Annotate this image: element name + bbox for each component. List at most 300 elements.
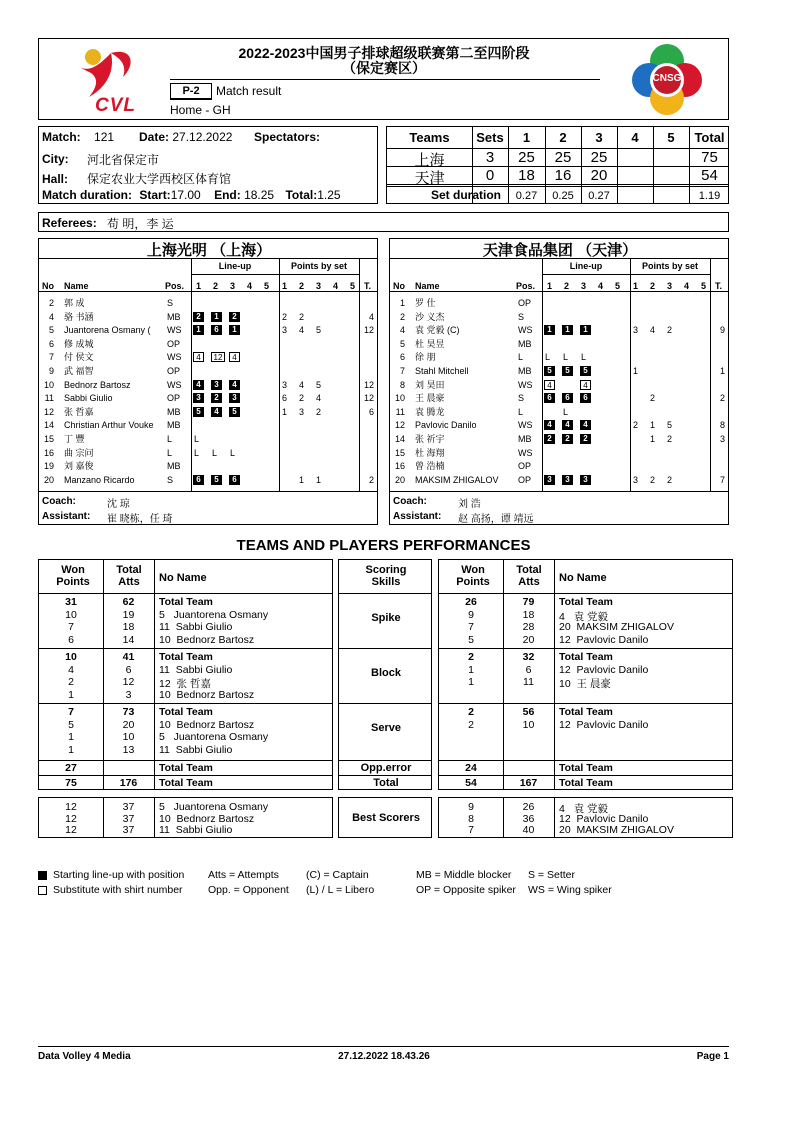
player-position: WS bbox=[518, 447, 533, 458]
player-number: 5 bbox=[48, 325, 54, 336]
home-spike-atts: 18 bbox=[122, 621, 135, 633]
match-date: 27.12.2022 bbox=[172, 130, 233, 144]
legend-ws: WS = Wing spiker bbox=[528, 884, 612, 896]
home-block-atts: 12 bbox=[122, 676, 135, 688]
set-points: 1 bbox=[650, 434, 656, 444]
player-name: 曲 宗问 bbox=[64, 447, 94, 458]
set-points: 1 bbox=[282, 406, 288, 417]
lineup-libero-mark: L bbox=[545, 352, 551, 363]
home-serve-won: 7 bbox=[68, 706, 74, 718]
skill-label-serve: Serve bbox=[371, 722, 401, 734]
total-duration: 1.25 bbox=[317, 188, 341, 202]
coach-label: Coach: bbox=[42, 496, 76, 507]
lineup-start-position: 4 bbox=[580, 420, 591, 430]
lineup-start-position: 1 bbox=[544, 325, 555, 335]
home-spike-atts: 19 bbox=[122, 608, 135, 621]
set-points: 2 bbox=[316, 406, 322, 417]
lineup-start-position: 1 bbox=[229, 325, 240, 335]
player-position: OP bbox=[167, 338, 181, 349]
points-set-3-header: 3 bbox=[316, 281, 322, 291]
home-serve-atts: 20 bbox=[122, 718, 135, 731]
player-total-points: 12 bbox=[363, 379, 374, 390]
points-set-1-header: 1 bbox=[282, 281, 288, 291]
set-duration-value: 0.25 bbox=[552, 190, 574, 202]
player-name: 沙 义杰 bbox=[415, 311, 445, 322]
player-total-points: 4 bbox=[368, 311, 374, 322]
lineup-start-position: 2 bbox=[562, 434, 573, 444]
away-spike-atts: 20 bbox=[522, 633, 535, 646]
player-number: 7 bbox=[399, 366, 405, 376]
assistant-label: Assistant: bbox=[42, 511, 91, 522]
lineup-set-3-header: 3 bbox=[230, 281, 236, 291]
set-points: 4 bbox=[299, 379, 305, 390]
player-name: 郭 成 bbox=[64, 298, 85, 308]
set-points: 2 bbox=[667, 434, 673, 444]
away-block-atts: 6 bbox=[525, 663, 532, 676]
best-scorers-label-box bbox=[338, 797, 432, 838]
end-time: 18.25 bbox=[244, 188, 275, 202]
away-no-name-header: No Name bbox=[559, 572, 607, 584]
away-spike-player: 4 袁 党毅 bbox=[559, 610, 609, 623]
lineup-libero-mark: L bbox=[194, 447, 200, 458]
player-position: WS bbox=[167, 352, 182, 363]
home-serve-won: 1 bbox=[68, 731, 74, 743]
lineup-libero-mark: L bbox=[212, 447, 218, 458]
away-spike-won: 9 bbox=[468, 608, 474, 621]
hall-value: 保定农业大学西校区体育馆 bbox=[87, 172, 232, 186]
away-best-scorer-won: 9 bbox=[468, 801, 474, 813]
away-spike-player: 20 MAKSIM ZHIGALOV bbox=[559, 621, 674, 633]
score-s2-cell: 25 bbox=[554, 149, 572, 166]
player-position: L bbox=[167, 447, 173, 458]
lineup-start-position: 2 bbox=[544, 434, 555, 444]
footer-left: Data Volley 4 Media bbox=[38, 1051, 131, 1062]
legend-mb: MB = Middle blocker bbox=[416, 869, 512, 881]
player-number: 11 bbox=[395, 406, 405, 417]
lineup-start-position: 1 bbox=[211, 312, 222, 322]
coach-label: Coach: bbox=[393, 496, 427, 507]
name-header: Name bbox=[415, 281, 440, 291]
away-serve-atts: 10 bbox=[522, 718, 535, 731]
set-points: 3 bbox=[633, 474, 639, 485]
score-total-cell: 54 bbox=[701, 167, 718, 184]
player-name: 杜 昊昱 bbox=[415, 338, 445, 349]
home-no-name-header: No Name bbox=[159, 572, 207, 584]
player-position: WS bbox=[518, 325, 533, 336]
player-name: 罗 仕 bbox=[415, 298, 436, 308]
player-total-points: 12 bbox=[363, 325, 374, 336]
lineup-start-position: 2 bbox=[580, 434, 591, 444]
start-label: Start: bbox=[139, 188, 171, 202]
player-total-points: 12 bbox=[363, 393, 374, 404]
points-set-3-header: 3 bbox=[667, 281, 673, 291]
player-position: MB bbox=[167, 420, 181, 431]
player-position: MB bbox=[167, 461, 181, 472]
report-name: Match result bbox=[216, 84, 282, 98]
page-title-line2: （保定赛区） bbox=[342, 60, 426, 76]
player-number: 6 bbox=[399, 352, 405, 363]
player-number: 7 bbox=[48, 352, 54, 363]
points-set-4-header: 4 bbox=[333, 281, 339, 291]
legend bbox=[38, 869, 729, 899]
player-name: Pavlovic Danilo bbox=[415, 420, 477, 431]
set-points: 2 bbox=[299, 393, 305, 404]
player-position: OP bbox=[518, 298, 532, 308]
player-position: MB bbox=[518, 434, 532, 444]
away-serve-player: 12 Pavlovic Danilo bbox=[559, 718, 649, 731]
score-s1-cell: 25 bbox=[518, 149, 535, 166]
player-name: 武 福智 bbox=[64, 366, 94, 376]
player-number: 14 bbox=[43, 420, 54, 431]
player-position: S bbox=[518, 393, 525, 404]
player-number: 12 bbox=[43, 406, 54, 417]
lineup-set-4-header: 4 bbox=[247, 281, 253, 291]
legend-atts: Atts = Attempts bbox=[208, 869, 279, 881]
set-duration-label: Set duration bbox=[431, 188, 502, 202]
lineup-start-position: 6 bbox=[211, 325, 222, 335]
away-best-scorer-won: 7 bbox=[468, 824, 474, 836]
lineup-substitute-number: 12 bbox=[211, 352, 225, 362]
lineup-start-position: 2 bbox=[193, 312, 204, 322]
player-number: 5 bbox=[399, 338, 405, 349]
lineup-start-position: 3 bbox=[229, 393, 240, 403]
player-position: L bbox=[518, 406, 524, 417]
away-best-scorer-name: 20 MAKSIM ZHIGALOV bbox=[559, 824, 674, 836]
player-number: 16 bbox=[43, 447, 54, 458]
score-header-4: 3 bbox=[595, 130, 603, 145]
player-name: Juantorena Osmany ( bbox=[64, 325, 151, 336]
away-block-won: 2 bbox=[468, 651, 474, 663]
lineup-set-1-header: 1 bbox=[196, 281, 202, 291]
score-header-6: 5 bbox=[667, 130, 675, 145]
lineup-start-position: 3 bbox=[562, 475, 573, 485]
lineup-set-4-header: 4 bbox=[598, 281, 604, 291]
lineup-substitute-number: 4 bbox=[229, 352, 240, 362]
match-number: 121 bbox=[94, 130, 115, 144]
score-header-1: Sets bbox=[476, 130, 504, 145]
away-block-player: Total Team bbox=[559, 651, 613, 663]
player-total-points: 9 bbox=[719, 325, 725, 336]
away-best-scorer-name: 12 Pavlovic Danilo bbox=[559, 812, 649, 825]
player-number: 8 bbox=[399, 379, 405, 390]
set-points: 2 bbox=[650, 393, 656, 404]
home-serve-player: 10 Bednorz Bartosz bbox=[159, 718, 255, 731]
home-block-atts: 6 bbox=[125, 663, 132, 676]
home-serve-atts: 13 bbox=[122, 743, 135, 756]
lineup-start-position: 5 bbox=[544, 366, 555, 376]
lineup-start-position: 5 bbox=[193, 407, 204, 417]
player-number: 12 bbox=[394, 420, 405, 431]
player-name: 王 晨豪 bbox=[415, 393, 445, 404]
home-serve-player: 5 Juantorena Osmany bbox=[159, 731, 269, 743]
spectators-label: Spectators: bbox=[254, 130, 321, 144]
player-name: 付 侯文 bbox=[64, 352, 94, 363]
score-s2-cell: 16 bbox=[554, 167, 572, 184]
lineup-libero-mark: L bbox=[581, 352, 587, 363]
legend-opp: Opp. = Opponent bbox=[208, 884, 289, 896]
lineup-start-position: 6 bbox=[580, 393, 591, 403]
score-s3-cell: 25 bbox=[590, 149, 608, 166]
player-name: MAKSIM ZHIGALOV bbox=[415, 474, 499, 485]
away-spike-atts: 18 bbox=[522, 608, 535, 621]
home-serve-atts: 73 bbox=[122, 706, 135, 718]
no-header: No bbox=[42, 281, 54, 291]
player-position: S bbox=[167, 298, 174, 308]
away-opp-error-won: 24 bbox=[465, 762, 477, 774]
player-position: WS bbox=[518, 379, 533, 390]
player-number: 11 bbox=[44, 393, 54, 404]
pos-header: Pos. bbox=[516, 281, 536, 291]
set-points: 5 bbox=[316, 379, 322, 390]
away-block-won: 1 bbox=[468, 676, 474, 688]
home-spike-atts: 14 bbox=[122, 633, 135, 646]
lineup-set-5-header: 5 bbox=[264, 281, 270, 291]
player-name: Christian Arthur Vouke bbox=[64, 420, 154, 431]
home-gh-label: Home - GH bbox=[170, 103, 231, 117]
player-total-points: 3 bbox=[719, 434, 725, 444]
home-team-title: 上海光明 （上海） bbox=[146, 242, 272, 259]
skill-label-spike: Spike bbox=[371, 612, 401, 624]
player-position: WS bbox=[167, 379, 182, 390]
home-best-scorer-won: 12 bbox=[65, 801, 77, 813]
city-value: 河北省保定市 bbox=[87, 153, 160, 167]
home-spike-player: Total Team bbox=[159, 596, 213, 608]
legend-op: OP = Opposite spiker bbox=[416, 884, 516, 896]
cnsg-logo-text: CNSG bbox=[652, 73, 682, 84]
away-won-points-header: Won Points bbox=[456, 564, 490, 588]
set-points: 2 bbox=[282, 311, 288, 322]
score-header-5: 4 bbox=[631, 130, 639, 145]
scoring-skills-header: Scoring Skills bbox=[365, 564, 407, 588]
away-total-atts: 167 bbox=[519, 777, 538, 789]
home-block-player: 11 Sabbi Giulio bbox=[159, 663, 233, 676]
away-team-title: 天津食品集团 （天津） bbox=[482, 242, 638, 259]
player-number: 1 bbox=[399, 298, 405, 308]
away-spike-won: 5 bbox=[468, 633, 474, 646]
away-best-scorer-won: 8 bbox=[468, 812, 474, 825]
scoring-skills-column bbox=[338, 559, 432, 790]
set-points: 3 bbox=[633, 325, 639, 336]
away-serve-atts: 56 bbox=[522, 706, 535, 718]
home-block-won: 4 bbox=[68, 663, 74, 676]
points-header: Points by set bbox=[290, 261, 347, 271]
player-number: 2 bbox=[399, 311, 405, 322]
score-header-3: 2 bbox=[559, 130, 567, 145]
legend-captain: (C) = Captain bbox=[306, 869, 369, 881]
home-best-scorer-atts: 37 bbox=[122, 812, 135, 825]
lineup-start-position: 4 bbox=[229, 380, 240, 390]
start-time: 17.00 bbox=[170, 188, 201, 202]
player-number: 2 bbox=[48, 298, 54, 308]
home-serve-atts: 10 bbox=[122, 731, 135, 743]
points-set-2-header: 2 bbox=[650, 281, 656, 291]
player-name: 张 祈宇 bbox=[415, 434, 445, 444]
coach-name: 刘 浩 bbox=[458, 499, 481, 510]
set-points: 1 bbox=[650, 420, 656, 431]
player-position: OP bbox=[167, 366, 181, 376]
set-points: 5 bbox=[667, 420, 673, 431]
points-set-5-header: 5 bbox=[350, 281, 356, 291]
player-position: MB bbox=[518, 338, 532, 349]
home-block-atts: 3 bbox=[125, 688, 132, 701]
lineup-substitute-number: 4 bbox=[544, 380, 555, 390]
set-points: 3 bbox=[282, 379, 288, 390]
player-position: WS bbox=[167, 325, 182, 336]
lineup-substitute-number: 4 bbox=[193, 352, 204, 362]
away-spike-player: Total Team bbox=[559, 596, 613, 608]
city-label: City: bbox=[42, 152, 69, 166]
lineup-start-position: 3 bbox=[580, 475, 591, 485]
away-total-team: Total Team bbox=[559, 777, 613, 789]
set-points: 3 bbox=[282, 325, 288, 336]
home-block-player: Total Team bbox=[159, 651, 213, 663]
start-legend-marker bbox=[38, 871, 47, 880]
home-serve-won: 1 bbox=[68, 743, 74, 756]
set-points: 4 bbox=[650, 325, 656, 336]
score-header-2: 1 bbox=[522, 130, 531, 145]
pos-header: Pos. bbox=[165, 281, 185, 291]
away-spike-won: 7 bbox=[468, 621, 474, 633]
set-points: 2 bbox=[633, 420, 639, 431]
home-best-scorer-won: 12 bbox=[65, 824, 77, 836]
legend-start: Starting line-up with position bbox=[53, 869, 185, 881]
player-name: Stahl Mitchell bbox=[415, 366, 469, 376]
set-points: 2 bbox=[667, 474, 673, 485]
lineup-start-position: 5 bbox=[229, 407, 240, 417]
player-name: 徐 朋 bbox=[415, 352, 436, 363]
lineup-set-2-header: 2 bbox=[564, 281, 570, 291]
set-points: 2 bbox=[299, 311, 305, 322]
referees-value: 苟 明，李 运 bbox=[107, 217, 174, 231]
player-number: 4 bbox=[399, 325, 405, 336]
home-best-scorers bbox=[38, 797, 333, 838]
no-header: No bbox=[393, 281, 405, 291]
set-points: 2 bbox=[667, 325, 673, 336]
home-best-scorer-atts: 37 bbox=[122, 824, 135, 836]
away-best-scorer-atts: 36 bbox=[522, 812, 535, 825]
player-number: 16 bbox=[394, 461, 405, 472]
cvl-logo-text: CVL bbox=[95, 95, 136, 116]
player-name: 刘 昊田 bbox=[415, 379, 445, 390]
away-block-won: 1 bbox=[468, 663, 474, 676]
match-label: Match: bbox=[42, 130, 81, 144]
home-total-won: 75 bbox=[65, 777, 77, 789]
lineup-start-position: 1 bbox=[580, 325, 591, 335]
lineup-start-position: 2 bbox=[229, 312, 240, 322]
home-serve-won: 5 bbox=[68, 718, 74, 731]
away-best-scorers bbox=[438, 797, 733, 838]
home-performance-table bbox=[38, 559, 333, 790]
away-serve-won: 2 bbox=[468, 706, 474, 718]
player-total-points: 1 bbox=[719, 366, 725, 376]
report-code: P-2 bbox=[170, 83, 212, 100]
lineup-start-position: 3 bbox=[211, 380, 222, 390]
player-number: 10 bbox=[43, 379, 54, 390]
skill-label-block: Block bbox=[371, 667, 401, 679]
player-number: 14 bbox=[394, 434, 405, 444]
player-number: 20 bbox=[43, 474, 54, 485]
away-serve-won: 2 bbox=[468, 718, 474, 731]
player-number: 19 bbox=[43, 461, 54, 472]
player-number: 4 bbox=[48, 311, 54, 322]
points-set-4-header: 4 bbox=[684, 281, 690, 291]
page-title-line1: 2022-2023中国男子排球超级联赛第二至四阶段 bbox=[238, 45, 530, 61]
lineup-start-position: 4 bbox=[193, 380, 204, 390]
player-number: 15 bbox=[394, 447, 405, 458]
home-block-atts: 41 bbox=[122, 651, 135, 663]
player-total-points: 8 bbox=[719, 420, 725, 431]
away-serve-player: Total Team bbox=[559, 706, 613, 718]
points-set-5-header: 5 bbox=[701, 281, 707, 291]
home-opp-error-team: Total Team bbox=[159, 762, 213, 774]
player-name: 曾 浩楠 bbox=[415, 461, 445, 472]
player-name: 张 哲嘉 bbox=[64, 406, 94, 417]
player-position: L bbox=[167, 434, 173, 444]
lineup-set-1-header: 1 bbox=[547, 281, 553, 291]
away-best-scorer-atts: 40 bbox=[522, 824, 535, 836]
score-header-7: Total bbox=[694, 130, 725, 145]
lineup-start-position: 5 bbox=[211, 475, 222, 485]
legend-sub: Substitute with shirt number bbox=[53, 884, 183, 896]
set-points: 1 bbox=[316, 474, 322, 485]
score-team-cell: 天津 bbox=[414, 170, 445, 187]
lineup-start-position: 6 bbox=[562, 393, 573, 403]
player-position: S bbox=[518, 311, 525, 322]
sub-legend-marker bbox=[38, 886, 47, 895]
home-best-scorer-name: 10 Bednorz Bartosz bbox=[159, 812, 255, 825]
lineup-libero-mark: L bbox=[230, 447, 236, 458]
player-number: 9 bbox=[48, 366, 54, 376]
away-block-atts: 32 bbox=[522, 651, 535, 663]
lineup-libero-mark: L bbox=[194, 434, 200, 444]
opp-error-label: Opp.error bbox=[360, 762, 412, 774]
lineup-start-position: 4 bbox=[562, 420, 573, 430]
away-total-won: 54 bbox=[465, 777, 477, 789]
away-total-atts-header: Total Atts bbox=[516, 564, 542, 588]
away-block-atts: 11 bbox=[523, 676, 534, 688]
lineup-header: Line-up bbox=[218, 261, 252, 271]
home-won-points-header: Won Points bbox=[56, 564, 90, 588]
player-position: OP bbox=[518, 474, 532, 485]
away-opp-error-team: Total Team bbox=[559, 762, 613, 774]
lineup-start-position: 1 bbox=[562, 325, 573, 335]
lineup-start-position: 6 bbox=[229, 475, 240, 485]
home-serve-player: 11 Sabbi Giulio bbox=[159, 743, 233, 756]
home-spike-won: 10 bbox=[65, 608, 77, 621]
lineup-libero-mark: L bbox=[563, 406, 569, 417]
player-number: 10 bbox=[394, 393, 405, 404]
player-name: Manzano Ricardo bbox=[64, 474, 135, 485]
player-name: 袁 腾龙 bbox=[415, 406, 445, 417]
lineup-start-position: 4 bbox=[544, 420, 555, 430]
set-points: 5 bbox=[316, 325, 322, 336]
footer-center: 27.12.2022 18.43.26 bbox=[338, 1051, 430, 1062]
performance-title: TEAMS AND PLAYERS PERFORMANCES bbox=[236, 537, 531, 554]
set-points: 1 bbox=[633, 366, 639, 376]
date-label: Date: bbox=[139, 130, 170, 144]
set-points: 3 bbox=[299, 406, 305, 417]
home-spike-won: 6 bbox=[68, 633, 74, 646]
home-block-player: 10 Bednorz Bartosz bbox=[159, 688, 255, 701]
player-number: 6 bbox=[48, 338, 54, 349]
player-position: MB bbox=[167, 406, 181, 417]
total-label: Total bbox=[373, 777, 399, 789]
hall-label: Hall: bbox=[42, 172, 69, 186]
player-position: MB bbox=[518, 366, 532, 376]
assistant-label: Assistant: bbox=[393, 511, 442, 522]
player-name: Sabbi Giulio bbox=[64, 393, 113, 404]
player-name: 修 成城 bbox=[64, 338, 94, 349]
